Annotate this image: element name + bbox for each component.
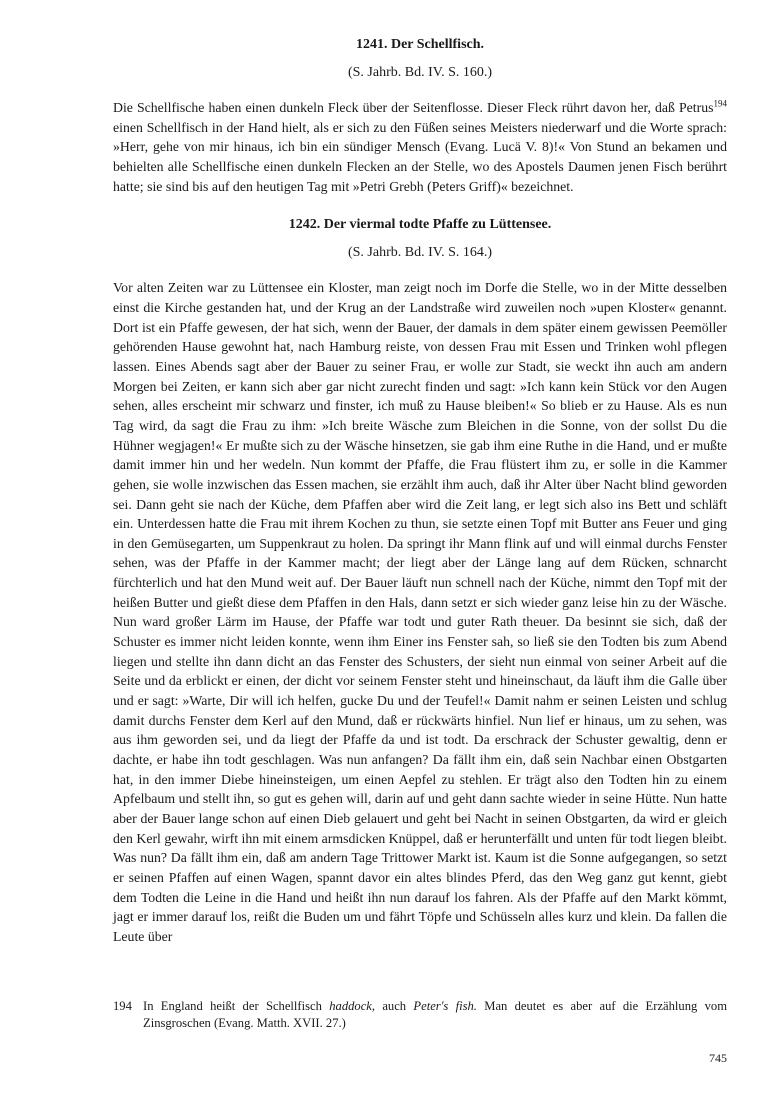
section-text-1242: Vor alten Zeiten war zu Lüttensee ein Kloster, man zeigt noch im Dorfe die Stelle, wo in der Mitte desselben einst die Kirche gestanden hat, und der Krug an der Landstraße wird zuweilen noch »upen Kloster« genannt. Dort ist ein Pfaffe gewesen, der hat sich, wenn der Bauer, der damals in dem später einem gewissen Peemöller gehörenden Hause gewohnt hat, nach Hamburg reiste, von dessen Frau mit Essen und Trinken wohl pflegen lassen. Eines Abends sagt aber der Bauer zu seiner Frau, er wolle zur Stadt, sie weckt ihn auch am andern Morgen bei Zeiten, er kann sich aber gar nicht zurecht finden und sagt: »Ich kann kein Stück vor den Augen sehen, alles erscheint mir schwarz und finster, ich muß zu Hause bleiben!« So blieb er zu Hause. Als es nun Tag wird, da sagt die Frau zu ihm: »Ich breite Wäsche zum Bleichen in die Sonne, von der sollst Du die Hühner wegjagen!« Er mußte sich zu der Wäsche hinsetzen, sie gab ihm eine Ruthe in die Hand, und er mußte damit immer hin und her wedeln. Nun kommt der Pfaffe, die Frau flüstert ihm zu, er solle in die Kammer gehen, sie wolle inzwischen das Essen machen, sie erzählt ihm auch, daß ihr Alter über Nacht blind geworden sei. Dann geht sie nach der Küche, dem Pfaffen aber wird die Zeit lang, er legt sich also ins Bett und schläft ein. Unterdessen hatte die Frau mit ihrem Kochen zu thun, sie setzte einen Topf mit Butter ans Feuer und ging in den Gemüsegarten, um Suppenkraut zu holen. Da springt ihr Mann flink auf und will einmal durchs Fenster sehen, was der Pfaffe in der Kammer macht; der liegt aber der Länge lang auf dem Rücken, schnarcht fürchterlich und hat den Mund weit auf. Der Bauer läuft nun schnell nach der Küche, nimmt den Topf mit der heißen Butter und gießt diese dem Pfaffen in den Hals, dann setzt er sich wieder ganz leise hin zu der Wäsche. Nun ward großer Lärm im Hause, der Pfaffe war todt und guter Rath theuer. Da besinnt sie sich, daß der Schuster es immer nicht leiden konnte, wenn ihm Einer ins Fenster sah, so ließ sie den Todten bis zum Abend liegen und stellte ihn dann dicht an das Fenster des Schusters, der sieht nun einmal von seiner Arbeit auf die Seite und da erblickt er einen, der dicht vor seinem Fenster steht und hineinschaut, da läuft ihm die Galle über und er sagt: »Warte, Dir will ich helfen, gucke Du und der Teufel!« Damit nahm er seinen Leisten und schlug damit durchs Fenster dem Kerl auf den Mund, daß er rückwärts hinfiel. Nun lief er hinaus, um zu sehen, was aus ihm geworden sei, und da liegt der Pfaffe da und ist todt. Da erschrack der Schuster gewaltig, denn er dachte, er habe ihn todt geschlagen. Was nun anfangen? Da fällt ihm ein, daß sein Nachbar einen Obstgarten hat, in den immer Diebe hineinsteigen, um einen Aepfel zu stehlen. Er trägt also den Todten hin zu einem Apfelbaum und stellt ihn, so gut es gehen will, darin auf und geht dann sachte wieder in seine Hütte. Nun hatte aber der Bauer lange schon auf einen Dieb gelauert und geht bei Nacht in seinen Obstgarten, da wird er gleich den Kerl gewahr, wirft ihn mit einem armsdicken Knüppel, daß er herunterfällt und unten für todt liegen bleibt. Was nun? Da fällt ihm ein, daß am andern Tage Trittower Markt ist. Kaum ist die Sonne aufgegangen, so setzt er seinen Pfaffen auf einen Wagen, spannt davor ein altes blindes Pferd, das den Weg ganz gut kennt, giebt dem Todten die Leine in die Hand und heißt ihn nun darauf los fahren. Als der Pfaffe auf den Markt kömmt, jagt er immer darauf los, reißt die Buden um und fährt Töpfe und Schüsseln alles kurz und klein. Da fallen die Leute über <box>113 280 727 944</box>
page-body <box>113 34 727 947</box>
section-title-1242: 1242. Der viermal todte Pfaffe zu Lüttensee. <box>288 217 552 233</box>
footnote <box>113 998 727 1032</box>
footnote-number: 194 <box>113 999 132 1013</box>
section-text-1241 <box>113 98 727 196</box>
section-title-1241: 1241. Der Schellfisch. <box>355 37 485 52</box>
footnote-text-part3: Man deutet es aber auf die Erzählung vom Zinsgroschen (Evang. Matth. XVII. 27.) <box>143 999 727 1030</box>
section-source-1242: (S. Jahrb. Bd. IV. S. 164.) <box>347 245 493 261</box>
footnote-text-part2: auch <box>375 999 414 1013</box>
section-text-1241-part2: einen Schellfisch in der Hand hielt, als er sich zu den Füßen seines Meisters niederwarf und die Worte sprach: »Herr, gehe von mir hinaus, ich bin ein sündiger Mensch (Evang. Lucä V. 8)!« Von Stund an bekamen und behielten alle Schellfische einen dunkeln Flecken an der Stelle, wo des Apostels Daumen jenen Fisch berührt hatte; sie sind bis auf den heutigen Tag mit »Petri Grebh (Peters Griff)« bezeichnet. <box>113 119 727 194</box>
footnote-italic-peters-fish: Peter's fish. <box>413 999 477 1013</box>
page-number: 745 <box>709 1051 727 1065</box>
section-source-1241: (S. Jahrb. Bd. IV. S. 160.) <box>347 65 493 80</box>
footnote-text-part1: In England heißt der Schellfisch <box>143 999 330 1013</box>
section-text-1241-part1: Die Schellfische haben einen dunkeln Fleck über der Seitenflosse. Dieser Fleck rührt davon her, daß Petrus <box>113 100 714 115</box>
footnote-italic-haddock: haddock, <box>329 999 376 1013</box>
footnote-text <box>143 998 727 1032</box>
footnote-reference[interactable]: 194 <box>713 98 727 109</box>
